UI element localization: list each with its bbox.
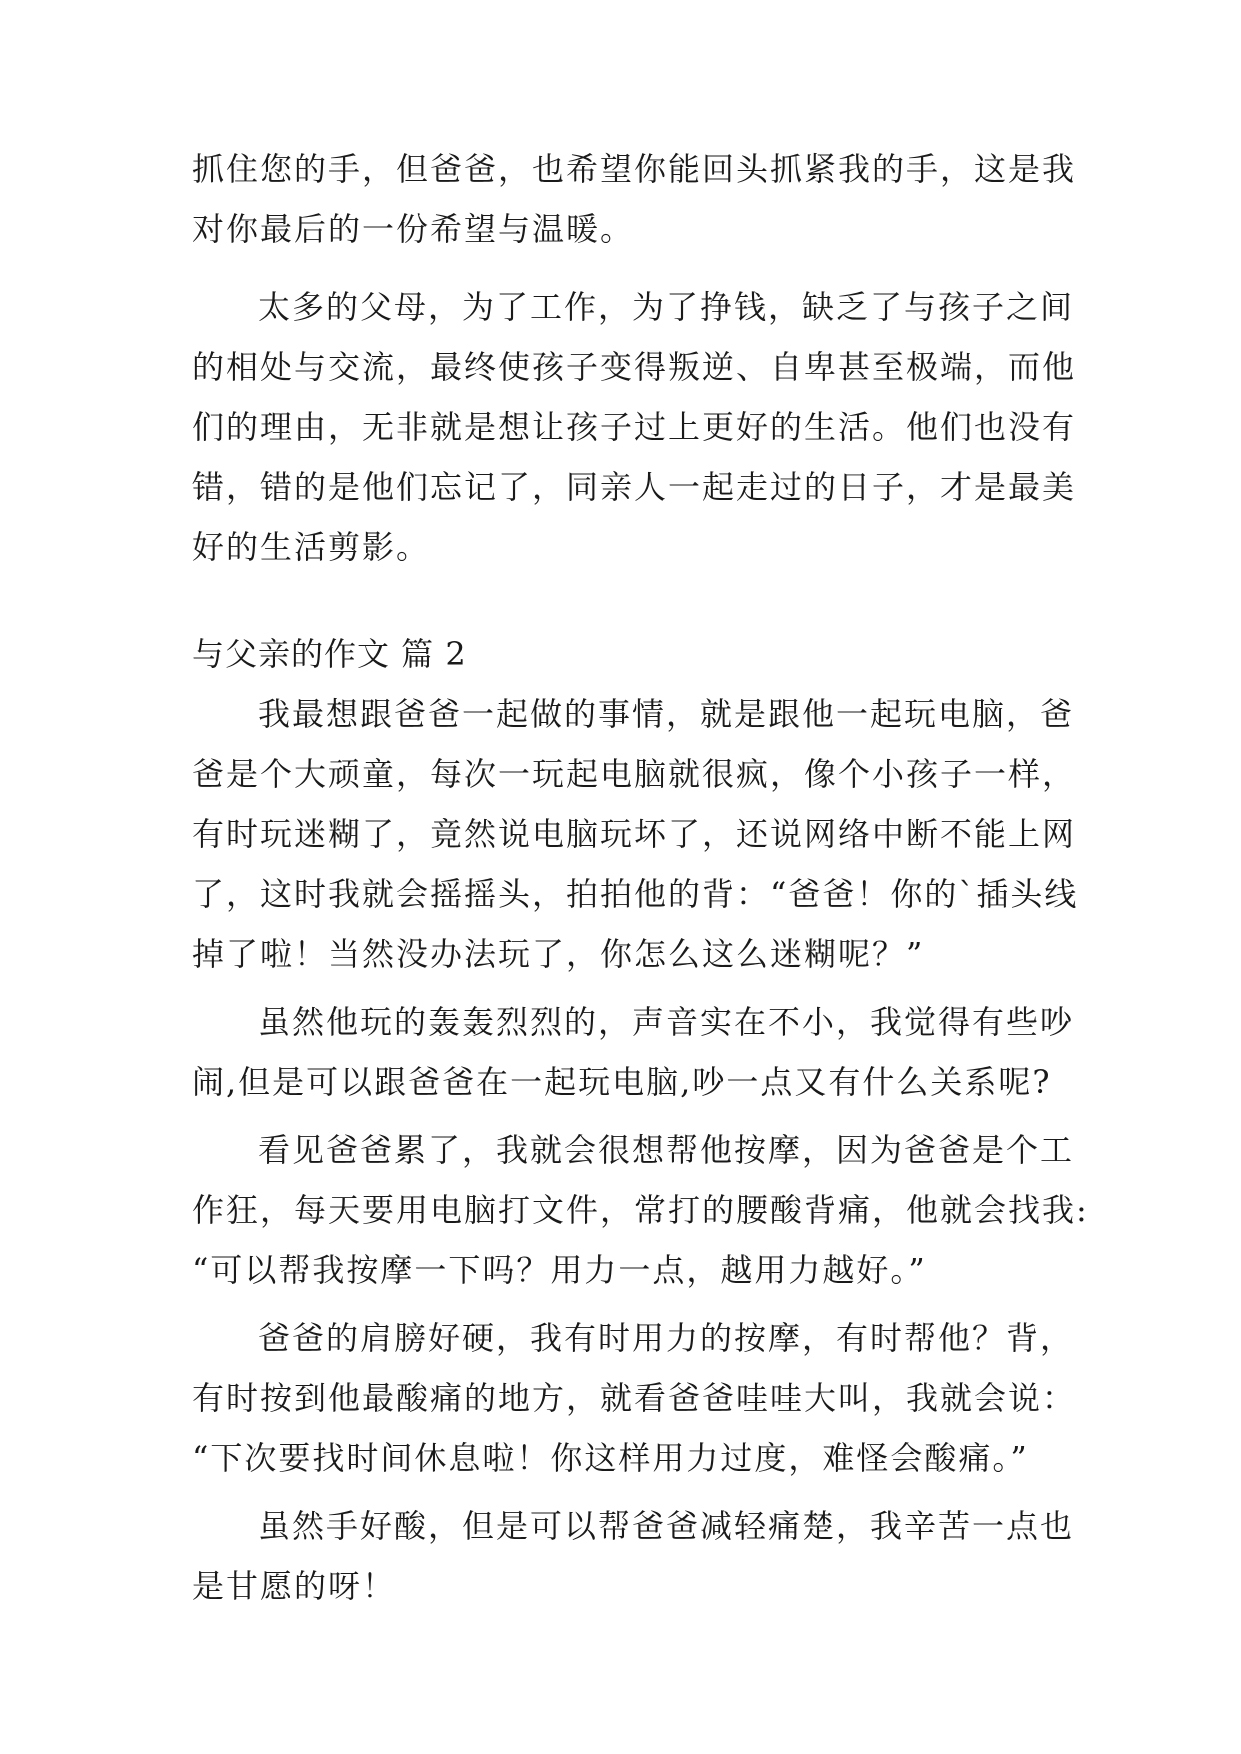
text-line: 爸是个大顽童，每次一玩起电脑就很疯，像个小孩子一样， <box>192 755 1077 793</box>
text-line: 看见爸爸累了，我就会很想帮他按摩，因为爸爸是个工 <box>258 1131 1075 1169</box>
text-line: 作狂，每天要用电脑打文件，常打的腰酸背痛，他就会找我: <box>192 1191 1089 1229</box>
text-line: 有时按到他最酸痛的地方，就看爸爸哇哇大叫，我就会说： <box>192 1379 1077 1417</box>
text-line: 掉了啦！当然没办法玩了，你怎么这么迷糊呢？” <box>192 935 925 973</box>
text-line: “可以帮我按摩一下吗？用力一点，越用力越好。” <box>192 1251 927 1289</box>
text-line: 有时玩迷糊了，竟然说电脑玩坏了，还说网络中断不能上网 <box>192 815 1077 853</box>
text-line: 爸爸的肩膀好硬，我有时用力的按摩，有时帮他？背， <box>258 1319 1075 1357</box>
text-line: 错，错的是他们忘记了，同亲人一起走过的日子，才是最美 <box>192 468 1077 506</box>
text-line: 们的理由，无非就是想让孩子过上更好的生活。他们也没有 <box>192 408 1077 446</box>
text-line: 闹,但是可以跟爸爸在一起玩电脑,吵一点又有什么关系呢? <box>192 1063 1052 1101</box>
text-line: 虽然手好酸，但是可以帮爸爸减轻痛楚，我辛苦一点也 <box>258 1507 1075 1545</box>
text-line: 我最想跟爸爸一起做的事情，就是跟他一起玩电脑，爸 <box>258 695 1075 733</box>
text-line: 抓住您的手，但爸爸，也希望你能回头抓紧我的手，这是我 <box>192 150 1077 188</box>
text-line: 了，这时我就会摇摇头，拍拍他的背：“爸爸！你的`插头线 <box>192 875 1079 913</box>
text-line: 对你最后的一份希望与温暖。 <box>192 210 635 248</box>
text-line: 虽然他玩的轰轰烈烈的，声音实在不小，我觉得有些吵 <box>258 1003 1075 1041</box>
text-line: 是甘愿的呀！ <box>192 1567 397 1605</box>
text-line: 太多的父母，为了工作，为了挣钱，缺乏了与孩子之间 <box>258 288 1075 326</box>
text-line: “下次要找时间休息啦！你这样用力过度，难怪会酸痛。” <box>192 1439 1029 1477</box>
section-heading: 与父亲的作文 篇 2 <box>192 635 467 673</box>
text-line: 的相处与交流，最终使孩子变得叛逆、自卑甚至极端，而他 <box>192 348 1077 386</box>
text-line: 好的生活剪影。 <box>192 528 431 566</box>
